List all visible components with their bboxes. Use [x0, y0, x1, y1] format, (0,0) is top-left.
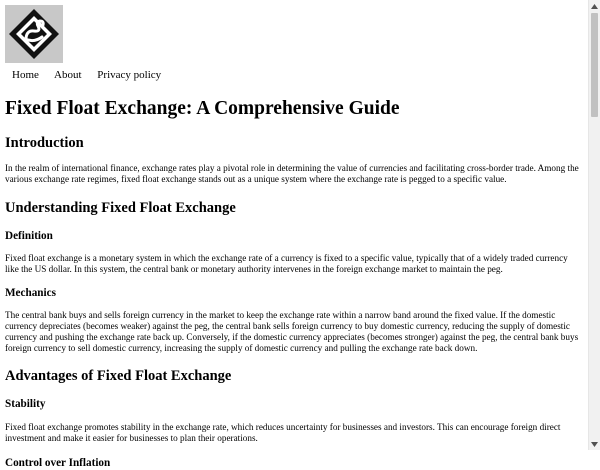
stability-paragraph: Fixed float exchange promotes stability in the exchange rate, which reduces uncertainty for businesses and investors. This can encourage foreign direct investment and make it easier for businesses to plan their operations. [5, 422, 561, 443]
vertical-scrollbar[interactable] [588, 0, 600, 450]
swan-diamond-logo-icon [5, 5, 63, 63]
mechanics-paragraph: The central bank buys and sells foreign currency in the market to keep the exchange rate within a narrow band around the fixed value. If the domestic currency depreciates (becomes weaker) against the peg, the central bank sells foreign currency to buy domestic currency, reducing the supply of domestic currency and pushing the exchange rate back up. Conversely, if the domestic currency appreciates (becomes stronger) against the peg, the central bank buys foreign currency to sell domestic currency, increasing the supply of domestic currency and pulling the exchange rate back down. [5, 310, 579, 353]
subheading-stability: Stability [5, 398, 46, 410]
scroll-down-button[interactable] [589, 438, 600, 450]
section-heading-introduction: Introduction [5, 135, 84, 151]
scroll-down-arrow-icon [591, 442, 598, 447]
site-logo[interactable] [5, 5, 63, 63]
page-title: Fixed Float Exchange: A Comprehensive Guide [5, 98, 400, 119]
scrollbar-thumb[interactable] [591, 13, 598, 117]
definition-paragraph: Fixed float exchange is a monetary system in which the exchange rate of a currency is fixed to a specific value, typically that of a widely traded currency like the US dollar. In this system, the central bank or monetary authority intervenes in the foreign exchange market to maintain the peg. [5, 253, 568, 274]
section-heading-advantages: Advantages of Fixed Float Exchange [5, 368, 232, 384]
scroll-up-button[interactable] [589, 0, 600, 12]
nav-privacy-policy-link[interactable]: Privacy policy [97, 69, 162, 81]
subheading-mechanics: Mechanics [5, 287, 56, 299]
introduction-paragraph: In the realm of international finance, exchange rates play a pivotal role in determining the value of currencies and facilitating cross-border trade. Among the various exchange rate regimes, fixed float exchange stands out as a unique system where the exchange rate is pegged to a specific value. [5, 163, 579, 184]
section-heading-understanding: Understanding Fixed Float Exchange [5, 200, 236, 216]
subheading-definition: Definition [5, 230, 53, 242]
main-nav [12, 68, 583, 82]
subheading-control-over-inflation: Control over Inflation [5, 457, 111, 469]
scroll-up-arrow-icon [591, 4, 598, 9]
nav-home-link[interactable]: Home [12, 69, 39, 81]
nav-about-link[interactable]: About [54, 69, 82, 81]
